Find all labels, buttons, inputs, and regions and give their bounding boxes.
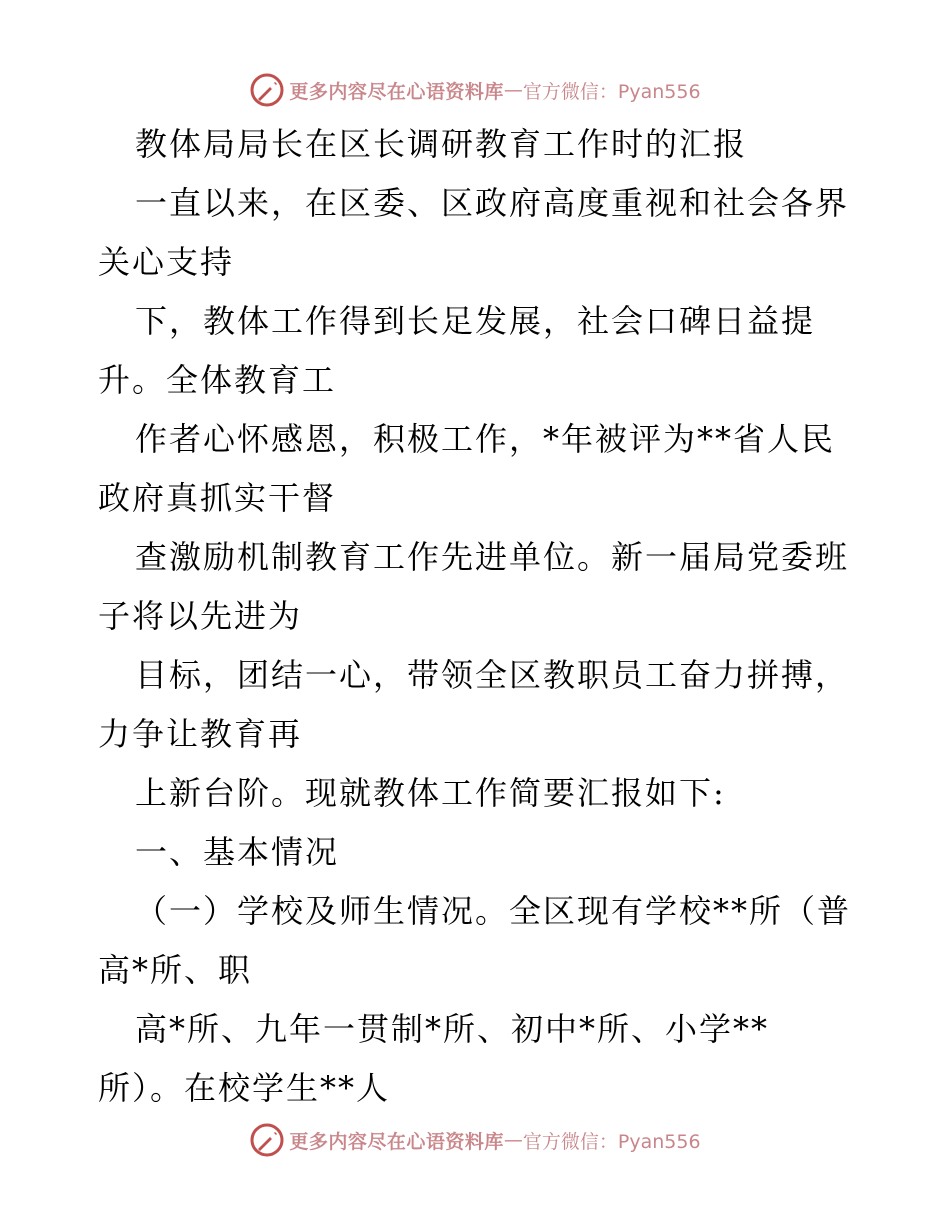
paragraph-line: 所）。在校学生**人	[98, 1069, 391, 1107]
document-title: 教体局局长在区长调研教育工作时的汇报	[135, 125, 748, 163]
watermark-wechat-text: 官方微信：Pyan556	[522, 1130, 701, 1153]
paragraph-line: 关心支持	[98, 243, 235, 281]
quill-logo-icon	[249, 1122, 285, 1158]
paragraph-line: 目标，团结一心，带领全区教职员工奋力拼搏，	[135, 656, 850, 694]
paragraph-line: 政府真抓实干督	[98, 479, 337, 517]
paragraph-line: （一）学校及师生情况。全区现有学校**所（普	[135, 892, 852, 930]
paragraph-line: 高*所、九年一贯制*所、初中*所、小学**	[135, 1010, 770, 1048]
paragraph-line: 一直以来，在区委、区政府高度重视和社会各界	[135, 184, 850, 222]
paragraph-line: 上新台阶。现就教体工作简要汇报如下:	[135, 774, 726, 812]
footer-watermark	[0, 1120, 950, 1160]
quill-logo-icon	[249, 72, 285, 108]
watermark-site-text: 更多内容尽在心语资料库	[289, 80, 504, 103]
watermark-wechat-text: 官方微信：Pyan556	[522, 80, 701, 103]
paragraph-line: 力争让教育再	[98, 715, 303, 753]
section-heading: 一、基本情况	[135, 833, 340, 871]
paragraph-line: 作者心怀感恩，积极工作，*年被评为**省人民	[135, 420, 836, 458]
header-watermark	[0, 70, 950, 110]
paragraph-line: 子将以先进为	[98, 597, 303, 635]
paragraph-line: 下，教体工作得到长足发展，社会口碑日益提	[135, 302, 816, 340]
watermark-site-text: 更多内容尽在心语资料库	[289, 1130, 504, 1153]
paragraph-line: 升。全体教育工	[98, 361, 337, 399]
watermark-separator: —	[503, 79, 523, 101]
document-body	[98, 115, 858, 1118]
paragraph-line: 高*所、职	[98, 951, 253, 989]
watermark-separator: —	[503, 1129, 523, 1151]
paragraph-line: 查激励机制教育工作先进单位。新一届局党委班	[135, 538, 850, 576]
